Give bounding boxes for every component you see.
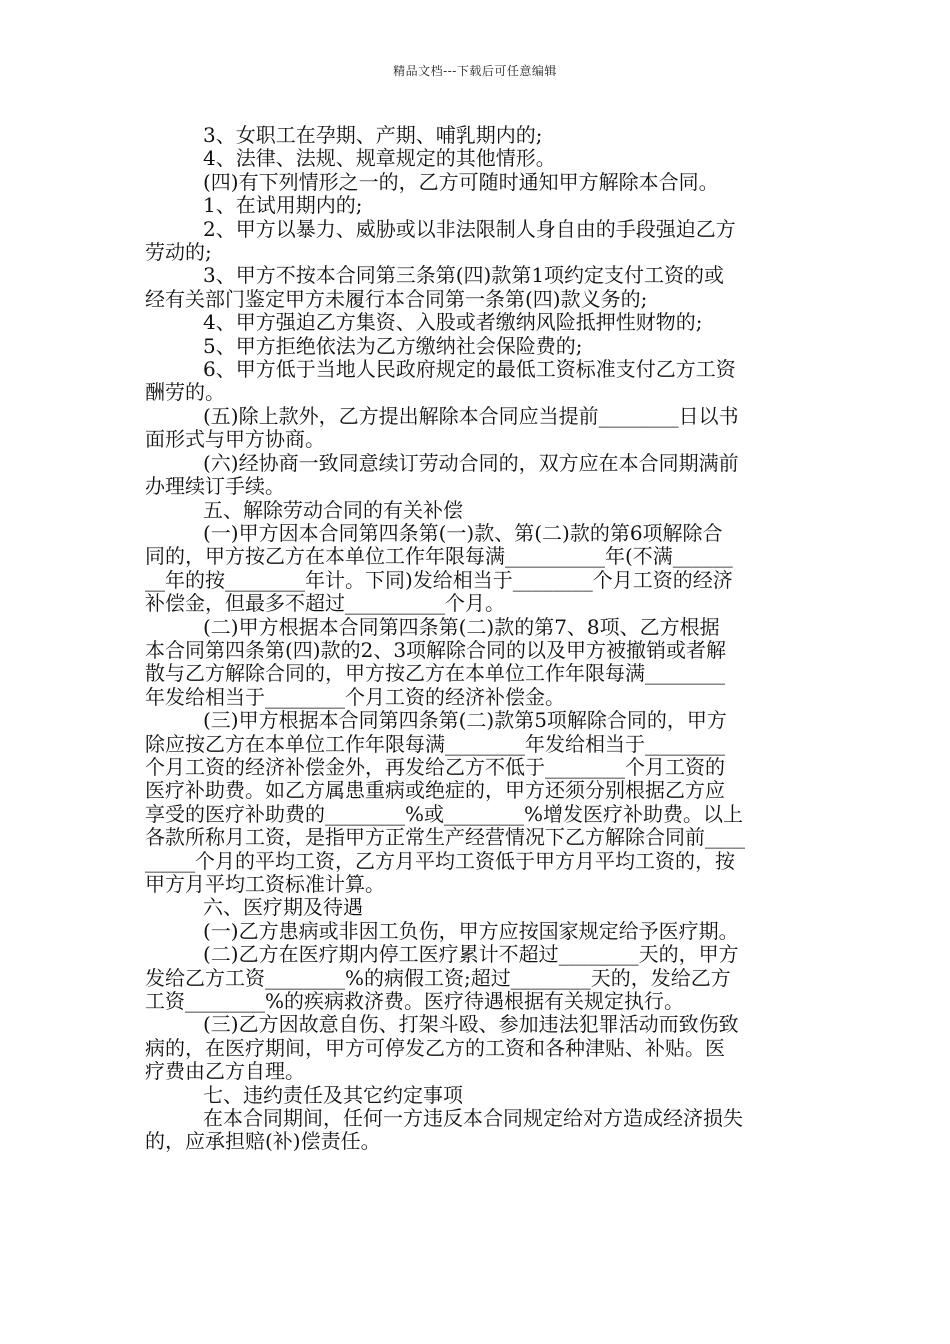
text-line: 病的，在医疗期间，甲方可停发乙方的工资和各种津贴、补贴。医 — [145, 1035, 725, 1060]
text-line: 2、甲方以暴力、威胁或以非法限制人身自由的手段强迫乙方 — [203, 216, 736, 241]
text-line: 发给乙方工资________%的病假工资;超过________天的，发给乙方 — [145, 965, 731, 990]
text-line: 劳动的; — [145, 240, 212, 265]
text-line: 在本合同期间，任何一方违反本合同规定给对方造成经济损失 — [203, 1106, 743, 1131]
text-line: (一)乙方患病或非因工负伤，甲方应按国家规定给予医疗期。 — [203, 918, 739, 943]
text-line: 3、甲方不按本合同第三条第(四)款第1项约定支付工资的或 — [203, 263, 725, 288]
text-line: 同的，甲方按乙方在本单位工作年限每满__________年(不满______ — [145, 544, 733, 569]
text-line: 医疗补助费。如乙方属患重病或绝症的，甲方还须分别根据乙方应 — [145, 778, 725, 803]
text-line: 5、甲方拒绝依法为乙方缴纳社会保险费的; — [203, 333, 583, 358]
text-line: 各款所称月工资，是指甲方正常生产经营情况下乙方解除合同前____ — [145, 825, 745, 850]
text-line: 除应按乙方在本单位工作年限每满________年发给相当于________ — [145, 731, 725, 756]
text-line: 酬劳的。 — [145, 380, 225, 405]
text-line: __年的按________年计。下同)发给相当于________个月工资的经济 — [145, 567, 733, 592]
text-line: 6、甲方低于当地人民政府规定的最低工资标准支付乙方工资 — [203, 357, 736, 382]
text-line: 1、在试用期内的; — [203, 193, 363, 218]
text-line: 年发给相当于________个月工资的经济补偿金。 — [145, 684, 565, 709]
text-line: (三)甲方根据本合同第四条第(二)款第5项解除合同的，甲方 — [203, 708, 727, 733]
page-header: 精品文档---下载后可任意编辑 — [393, 64, 557, 78]
text-line: 散与乙方解除合同的，甲方按乙方在本单位工作年限每满________ — [145, 661, 725, 686]
section-heading: 七、违约责任及其它约定事项 — [203, 1082, 463, 1107]
text-line: (二)甲方根据本合同第四条第(二)款的第7、8项、乙方根据 — [203, 614, 720, 639]
text-line: 甲方月平均工资标准计算。 — [145, 872, 385, 896]
section-heading: 五、解除劳动合同的有关补偿 — [203, 497, 463, 522]
text-line: 享受的医疗补助费的________%或________%增发医疗补助费。以上 — [145, 801, 744, 826]
text-line: (一)甲方因本合同第四条第(一)款、第(二)款的第6项解除合 — [203, 520, 723, 545]
text-line: 补偿金，但最多不超过__________个月。 — [145, 591, 505, 616]
text-line: 个月工资的经济补偿金外，再发给乙方不低于________个月工资的 — [145, 754, 725, 779]
section-heading: 六、医疗期及待遇 — [203, 895, 363, 920]
document-body — [145, 124, 809, 1154]
text-line: (三)乙方因故意自伤、打架斗殴、参加违法犯罪活动而致伤致 — [203, 1012, 739, 1037]
text-line: 经有关部门鉴定甲方未履行本合同第一条第(四)款义务的; — [145, 286, 648, 311]
text-line: 本合同第四条第(四)款的2、3项解除合同的以及甲方被撤销或者解 — [145, 637, 727, 662]
text-line: (二)乙方在医疗期内停工医疗累计不超过________天的，甲方 — [203, 942, 739, 967]
text-line: 4、甲方强迫乙方集资、入股或者缴纳风险抵押性财物的; — [203, 310, 703, 335]
text-line: 3、女职工在孕期、产期、哺乳期内的; — [203, 123, 543, 147]
text-line: 的，应承担赔(补)偿责任。 — [145, 1129, 381, 1154]
text-line: 疗费由乙方自理。 — [145, 1059, 305, 1084]
text-line: 面形式与甲方协商。 — [145, 427, 325, 452]
text-line: _____个月的平均工资，乙方月平均工资低于甲方月平均工资的，按 — [145, 848, 735, 873]
text-line: (四)有下列情形之一的，乙方可随时通知甲方解除本合同。 — [203, 169, 719, 194]
text-line: (六)经协商一致同意续订劳动合同的，双方应在本合同期满前 — [203, 450, 739, 475]
text-line: 4、法律、法规、规章规定的其他情形。 — [203, 146, 556, 171]
text-line: 工资________%的疾病救济费。医疗待遇根据有关规定执行。 — [145, 989, 685, 1014]
text-line: (五)除上款外，乙方提出解除本合同应当提前________日以书 — [203, 403, 739, 428]
text-line: 办理续订手续。 — [145, 474, 285, 499]
